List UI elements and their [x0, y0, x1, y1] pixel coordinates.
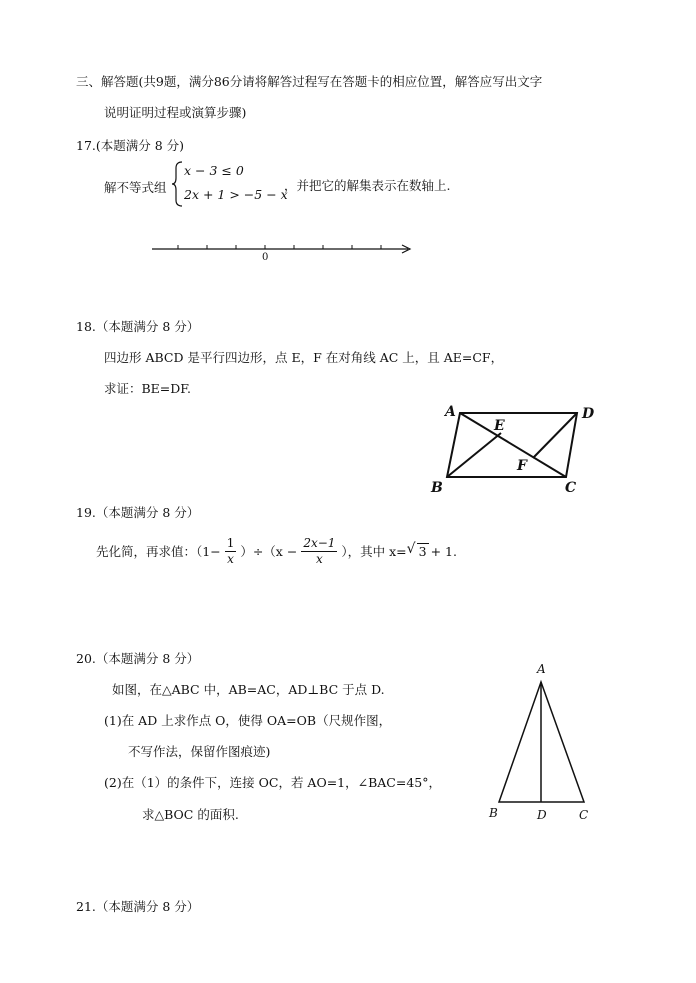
- tri-label-b: B: [489, 806, 498, 820]
- q19-fraction-2: [301, 536, 337, 567]
- q20-line1: 如图，在△ABC 中，AB=AC，AD⊥BC 于点 D.: [112, 682, 385, 697]
- q19-frac1-den: x: [227, 551, 234, 566]
- q19-frac2-den: x: [315, 551, 323, 566]
- label-d: D: [582, 406, 595, 422]
- tri-label-a: A: [537, 662, 546, 676]
- label-f: F: [517, 458, 527, 474]
- q19-suffix-a: ），其中 x=: [341, 544, 407, 559]
- q19-header: 19.（本题满分 8 分）: [76, 505, 200, 520]
- q19-frac1-num: 1: [226, 535, 235, 550]
- inequality-brace: [171, 160, 185, 208]
- q17-inequality-1: x − 3 ≤ 0: [184, 163, 244, 178]
- q17-inequality-2: 2x + 1 > −5 − x: [184, 187, 288, 202]
- q19-sqrt: [406, 541, 429, 559]
- tri-label-c: C: [579, 808, 589, 822]
- q19-fraction-1: [225, 536, 237, 567]
- label-a: A: [445, 404, 456, 420]
- label-e: E: [494, 418, 505, 434]
- q19-sqrt-value: 3: [418, 544, 427, 559]
- q17-prefix: 解不等式组: [104, 180, 167, 195]
- q19-mid: ）÷（x −: [240, 544, 298, 559]
- diagonal-ac: [460, 413, 566, 477]
- q17-suffix: ，并把它的解集表示在数轴上.: [284, 178, 451, 193]
- q20-header: 20.（本题满分 8 分）: [76, 651, 200, 666]
- q21-header: 21.（本题满分 8 分）: [76, 899, 200, 914]
- triangle-figure: [484, 658, 596, 828]
- sqrt-icon: √: [406, 541, 416, 557]
- number-line-zero-label: 0: [262, 252, 269, 263]
- q20-line5: 求△BOC 的面积.: [142, 807, 239, 822]
- number-line: [148, 240, 418, 268]
- tri-label-d: D: [537, 808, 547, 822]
- q19-prefix: 先化简，再求值：（1−: [96, 544, 221, 559]
- q20-line3: 不写作法，保留作图痕迹): [128, 744, 271, 759]
- q18-header: 18.（本题满分 8 分）: [76, 319, 200, 334]
- label-c: C: [565, 480, 577, 496]
- q18-line1: 四边形 ABCD 是平行四边形，点 E，F 在对角线 AC 上，且 AE=CF，: [104, 350, 504, 365]
- parallelogram-figure: [428, 400, 600, 496]
- number-line-ticks: [178, 245, 381, 249]
- section-title-line2: 说明证明过程或演算步骤): [104, 105, 247, 120]
- q18-line2: 求证：BE=DF.: [104, 381, 192, 396]
- q20-line2: (1)在 AD 上求作点 O，使得 OA=OB（尺规作图，: [104, 713, 392, 728]
- q19-frac2-num: 2x−1: [303, 535, 336, 550]
- label-b: B: [431, 480, 443, 496]
- q20-line4: (2)在（1）的条件下，连接 OC，若 AO=1，∠BAC=45°，: [104, 775, 442, 790]
- section-title-line1: 三、解答题(共9题，满分86分请将解答过程写在答题卡的相应位置，解答应写出文字: [76, 74, 543, 89]
- q19-expression: [96, 531, 457, 571]
- q17-header: 17.(本题满分 8 分): [76, 138, 185, 153]
- q19-suffix-b: + 1.: [430, 543, 457, 559]
